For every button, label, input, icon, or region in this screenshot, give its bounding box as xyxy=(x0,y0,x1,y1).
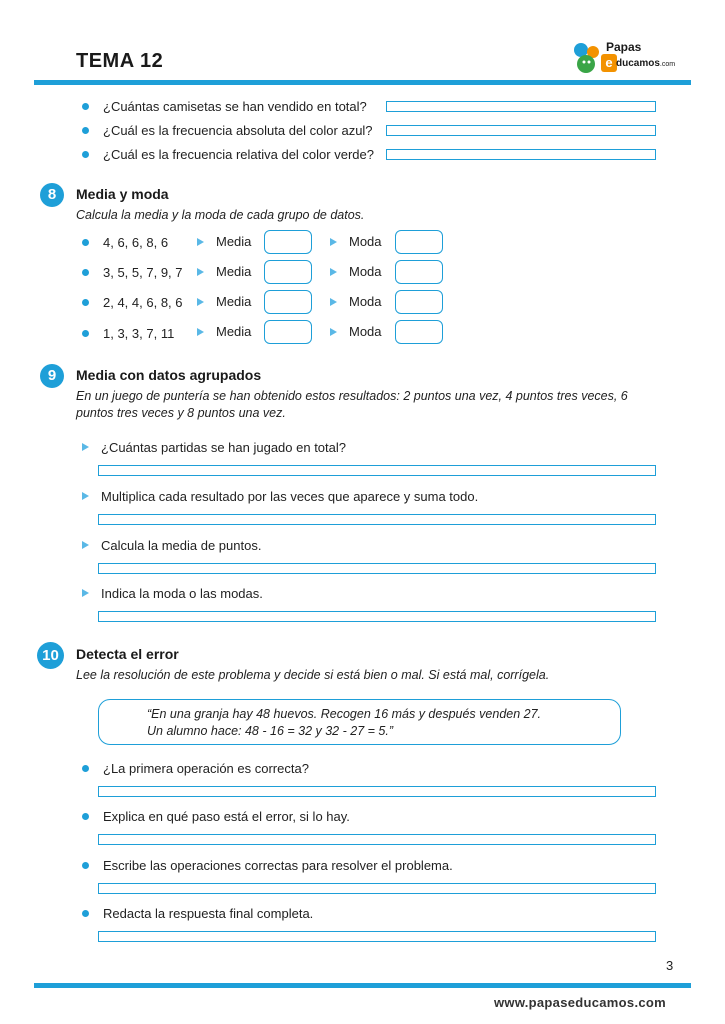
instruction-line: En un juego de puntería se han obtenido estos resultados: 2 puntos una vez, 4 puntos tres veces, 6 xyxy=(76,389,628,403)
arrow-icon xyxy=(197,298,204,306)
list-item xyxy=(82,95,367,117)
list-item xyxy=(82,805,350,827)
section-instruction: Calcula la media y la moda de cada grupo de datos. xyxy=(76,208,365,222)
website-link[interactable]: www.papaseducamos.com xyxy=(494,995,666,1010)
arrow-icon xyxy=(197,238,204,246)
moda-answer-box[interactable] xyxy=(395,290,443,314)
logo-text-ducamos: ducamos xyxy=(616,58,660,69)
moda-label xyxy=(330,231,382,253)
moda-label-text: Moda xyxy=(349,234,382,249)
bullet-icon xyxy=(82,103,89,110)
list-item xyxy=(82,582,263,604)
arrow-icon xyxy=(330,328,337,336)
media-label-text: Media xyxy=(216,294,252,309)
list-item xyxy=(82,291,183,313)
media-label xyxy=(197,321,251,343)
bullet-icon xyxy=(82,299,89,306)
data-group-text: 3, 5, 5, 7, 9, 7 xyxy=(103,264,183,280)
question-text: Redacta la respuesta final completa. xyxy=(103,905,314,921)
question-text: ¿Cuántas partidas se han jugado en total? xyxy=(101,439,347,455)
logo-text-com: .com xyxy=(659,61,676,68)
bullet-icon xyxy=(82,330,89,337)
list-item xyxy=(82,322,174,344)
arrow-icon xyxy=(82,443,89,451)
media-answer-box[interactable] xyxy=(264,320,312,344)
question-text: Indica la moda o las modas. xyxy=(101,585,263,601)
list-item xyxy=(82,757,309,779)
section-number-badge: 8 xyxy=(40,183,64,207)
list-item xyxy=(82,485,478,507)
footer-divider xyxy=(34,983,691,988)
moda-label xyxy=(330,291,382,313)
arrow-icon xyxy=(82,541,89,549)
list-item xyxy=(82,119,373,141)
list-item xyxy=(82,436,346,458)
arrow-icon xyxy=(330,238,337,246)
moda-label-text: Moda xyxy=(349,324,382,339)
section-title: Media con datos agrupados xyxy=(76,367,262,383)
question-text: ¿Cuántas camisetas se han vendido en total? xyxy=(103,98,367,114)
question-text: ¿Cuál es la frecuencia absoluta del color azul? xyxy=(103,122,373,138)
media-answer-box[interactable] xyxy=(264,290,312,314)
bullet-icon xyxy=(82,269,89,276)
data-group-text: 4, 6, 6, 8, 6 xyxy=(103,234,169,250)
media-label-text: Media xyxy=(216,324,252,339)
answer-field[interactable] xyxy=(98,465,656,476)
list-item xyxy=(82,854,453,876)
answer-field[interactable] xyxy=(386,101,656,112)
page-number: 3 xyxy=(666,958,674,973)
question-text: Calcula la media de puntos. xyxy=(101,537,262,553)
bullet-icon xyxy=(82,239,89,246)
logo-text-educamos xyxy=(616,58,675,69)
question-text: ¿Cuál es la frecuencia relativa del color verde? xyxy=(103,146,374,162)
arrow-icon xyxy=(82,589,89,597)
page-title: TEMA 12 xyxy=(76,50,164,72)
list-item xyxy=(82,534,261,556)
answer-field[interactable] xyxy=(98,786,656,797)
bullet-icon xyxy=(82,910,89,917)
header-divider xyxy=(34,80,691,85)
arrow-icon xyxy=(330,268,337,276)
quote-line: Un alumno hace: 48 - 16 = 32 y 32 - 27 = 5.” xyxy=(147,724,393,738)
answer-field[interactable] xyxy=(98,834,656,845)
children-logo-icon xyxy=(571,40,603,76)
moda-answer-box[interactable] xyxy=(395,260,443,284)
answer-field[interactable] xyxy=(98,563,656,574)
media-label xyxy=(197,291,251,313)
question-text: Escribe las operaciones correctas para resolver el problema. xyxy=(103,857,453,873)
question-text: ¿La primera operación es correcta? xyxy=(103,760,309,776)
media-label xyxy=(197,261,251,283)
problem-quote-box xyxy=(98,699,621,745)
moda-answer-box[interactable] xyxy=(395,320,443,344)
instruction-line: puntos tres veces y 8 puntos una vez. xyxy=(76,406,286,420)
bullet-icon xyxy=(82,151,89,158)
moda-label xyxy=(330,321,382,343)
bullet-icon xyxy=(82,813,89,820)
moda-answer-box[interactable] xyxy=(395,230,443,254)
answer-field[interactable] xyxy=(98,611,656,622)
answer-field[interactable] xyxy=(98,514,656,525)
bullet-icon xyxy=(82,127,89,134)
section-instruction: Lee la resolución de este problema y decide si está bien o mal. Si está mal, corrígela. xyxy=(76,668,550,682)
arrow-icon xyxy=(330,298,337,306)
moda-label xyxy=(330,261,382,283)
media-label-text: Media xyxy=(216,234,252,249)
answer-field[interactable] xyxy=(386,149,656,160)
list-item xyxy=(82,143,374,165)
media-label xyxy=(197,231,251,253)
list-item xyxy=(82,231,168,253)
problem-quote-text xyxy=(147,706,541,740)
question-text: Explica en qué paso está el error, si lo hay. xyxy=(103,808,350,824)
arrow-icon xyxy=(197,268,204,276)
logo-text-papas: Papas xyxy=(606,40,642,54)
section-instruction xyxy=(76,388,628,422)
list-item xyxy=(82,261,183,283)
section-number-badge: 9 xyxy=(40,364,64,388)
bullet-icon xyxy=(82,862,89,869)
media-answer-box[interactable] xyxy=(264,260,312,284)
brand-logo xyxy=(571,38,691,78)
data-group-text: 1, 3, 3, 7, 11 xyxy=(103,325,175,341)
arrow-icon xyxy=(82,492,89,500)
answer-field[interactable] xyxy=(386,125,656,136)
moda-label-text: Moda xyxy=(349,264,382,279)
media-label-text: Media xyxy=(216,264,252,279)
bullet-icon xyxy=(82,765,89,772)
list-item xyxy=(82,902,313,924)
media-answer-box[interactable] xyxy=(264,230,312,254)
section-title: Media y moda xyxy=(76,186,169,202)
quote-line: “En una granja hay 48 huevos. Recogen 16 más y después venden 27. xyxy=(147,707,542,721)
section-number-badge: 10 xyxy=(37,642,64,669)
arrow-icon xyxy=(197,328,204,336)
answer-field[interactable] xyxy=(98,883,656,894)
answer-field[interactable] xyxy=(98,931,656,942)
logo-e-block: e xyxy=(601,54,617,72)
data-group-text: 2, 4, 4, 6, 8, 6 xyxy=(103,294,183,310)
moda-label-text: Moda xyxy=(349,294,382,309)
question-text: Multiplica cada resultado por las veces que aparece y suma todo. xyxy=(101,488,479,504)
section-title: Detecta el error xyxy=(76,646,179,662)
